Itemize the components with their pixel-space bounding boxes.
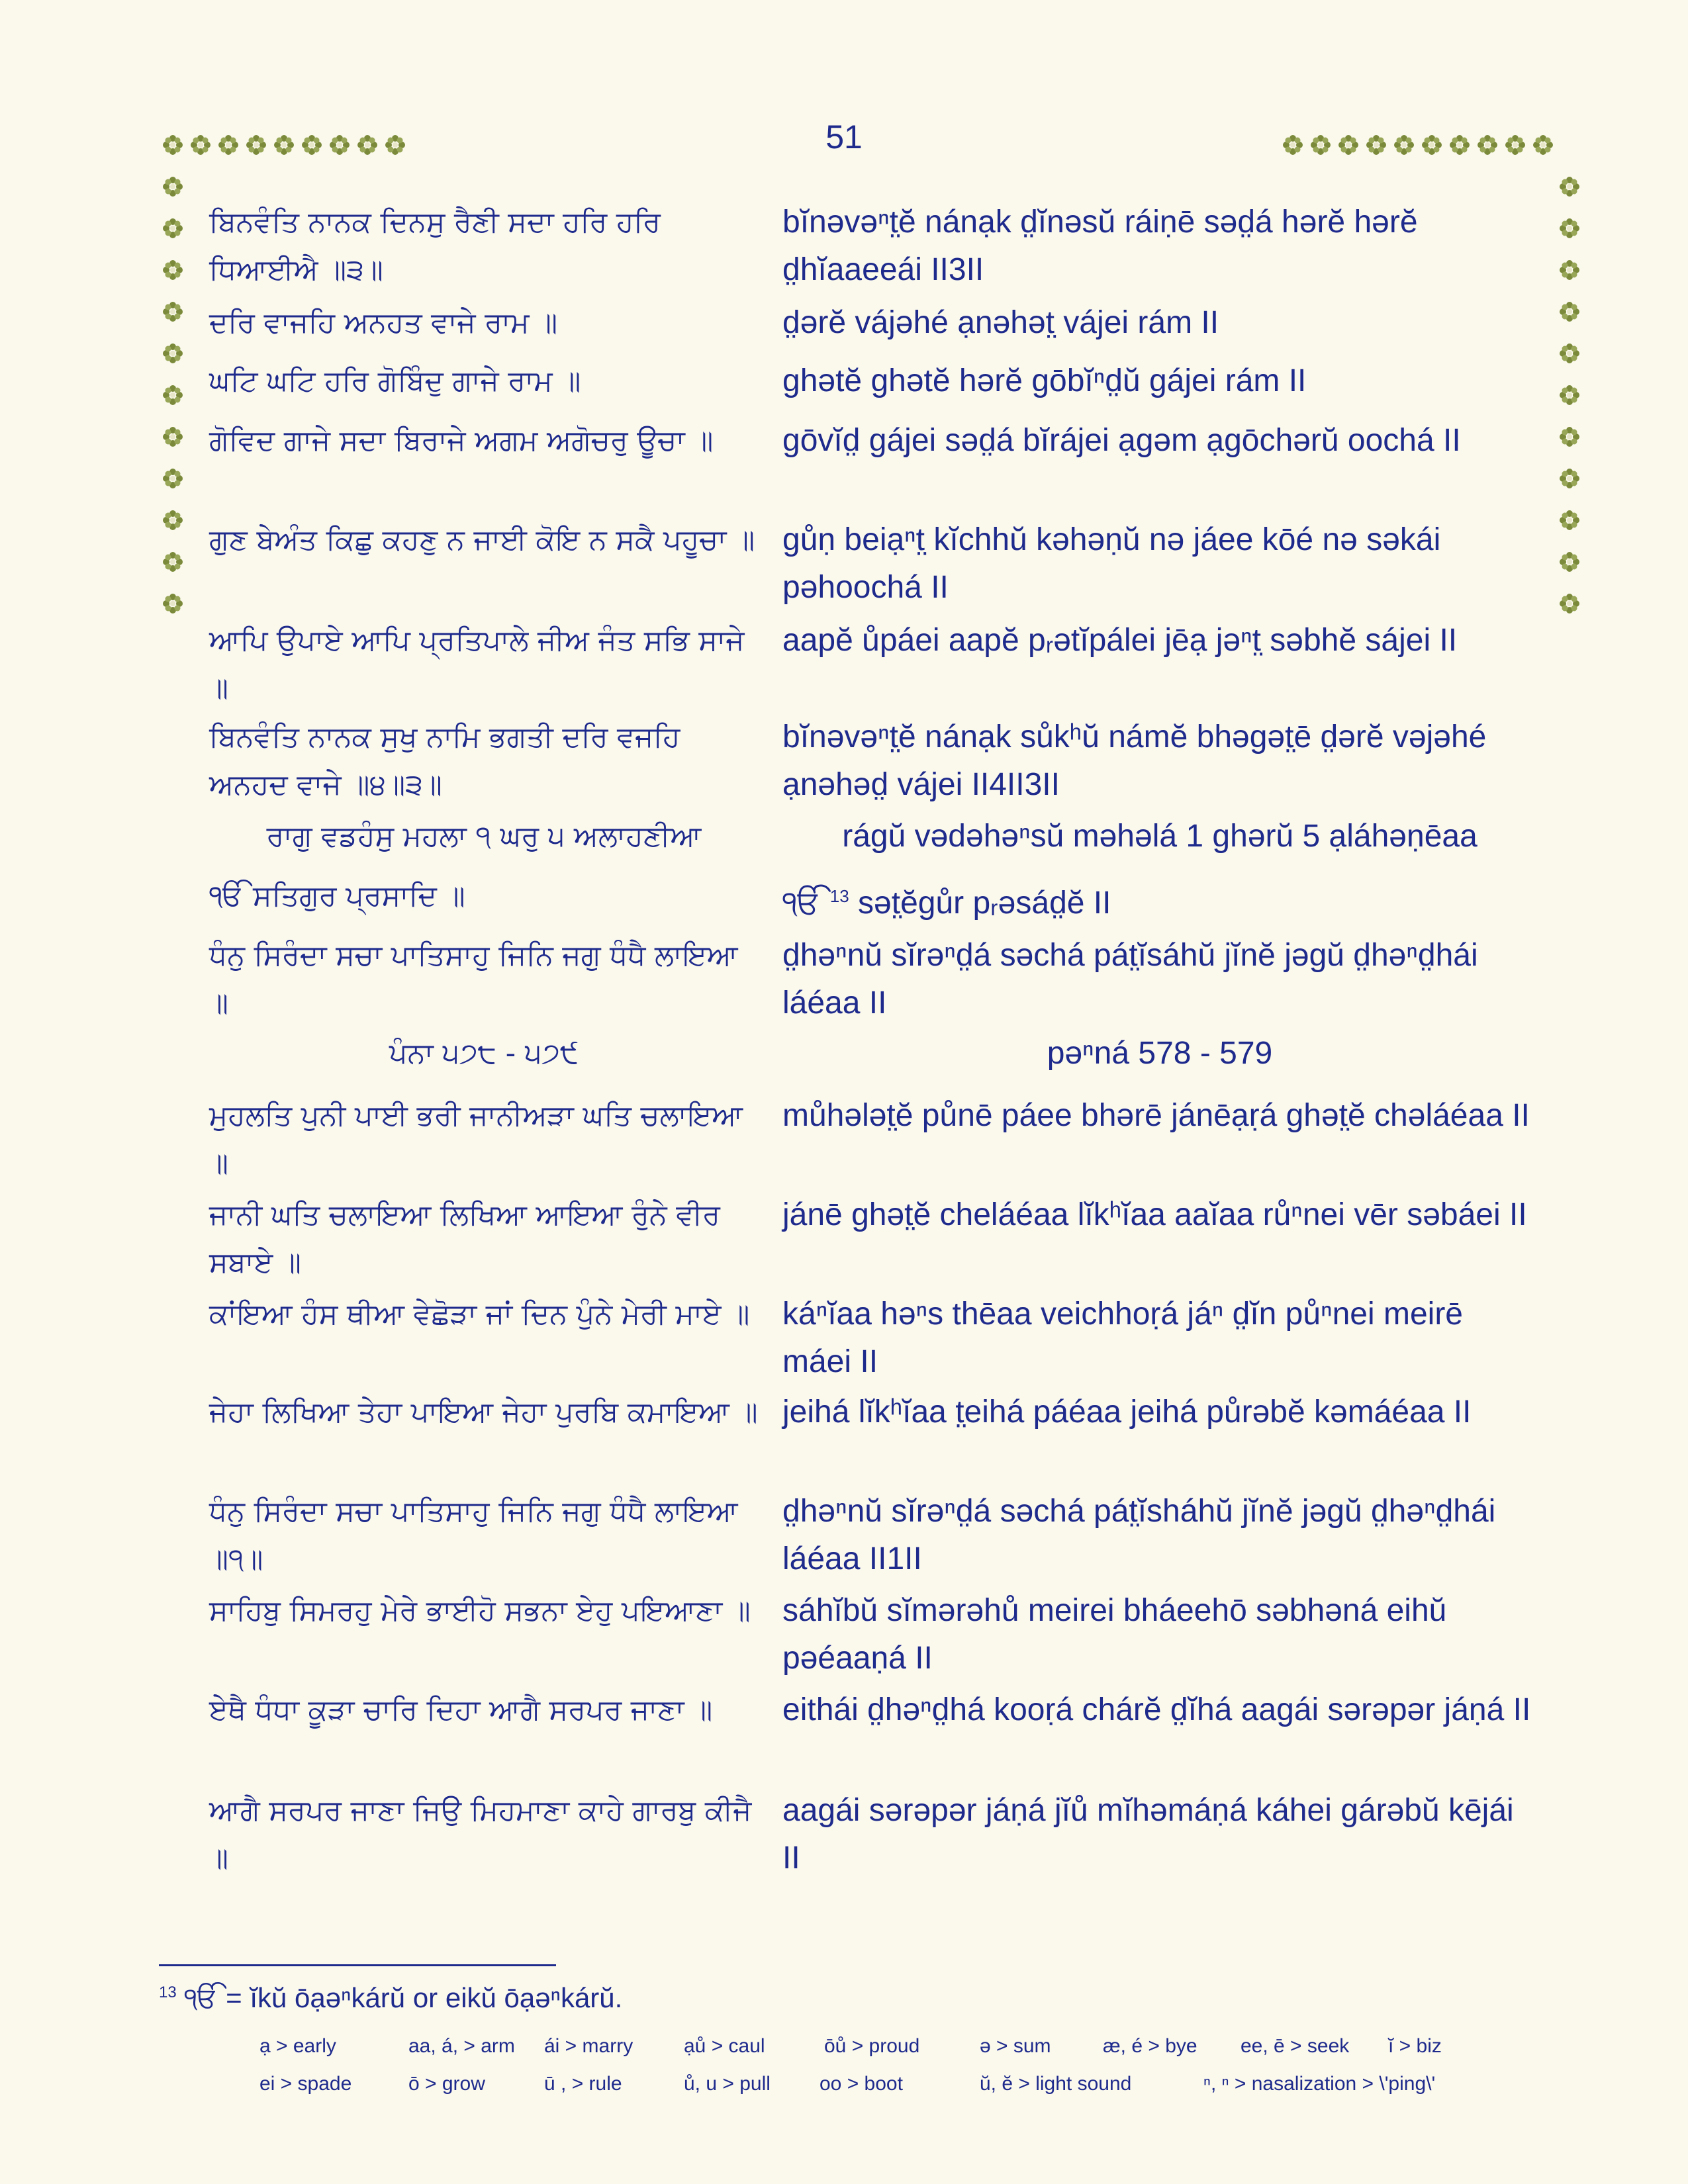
transliteration-line: aapĕ ůpáei aapĕ pᵣətĭpálei jēạ jəⁿt̤ səbhĕ sájei II [782,623,1458,658]
transliteration-line: d̤ərĕ vájəhé ạnəhət̤ vájei rám II [782,305,1219,340]
transliteration-line: bĭnəvəⁿt̤ĕ nánạk d̤ĭnəsŭ ráiṇē səd̤á hərĕ hərĕ d̤hĭaaeeái II3II [782,205,1418,287]
gurmukhi-line: ਸਾਹਿਬੁ ਸਿਮਰਹੁ ਮੇਰੇ ਭਾਈਹੋ ਸਭਨਾ ਏਹੁ ਪਇਆਣਾ ॥ [209,1594,751,1627]
page-range-gurmukhi: ਪੰਨਾ ੫੭੮ - ੫੭੯ [389,1037,579,1070]
gurmukhi-line: ਬਿਨਵੰਤਿ ਨਾਨਕ ਸੁਖੁ ਨਾਮਿ ਭਗਤੀ ਦਰਿ ਵਜਹਿ ਅਨਹਦ ਵਾਜੇ ॥੪॥੩॥ [209,721,680,801]
gurmukhi-line: ਗੁਣ ਬੇਅੰਤ ਕਿਛੁ ਕਹਣੁ ਨ ਜਾਈ ਕੋਇ ਨ ਸਕੈ ਪਹੂਚਾ ॥ [209,523,755,557]
gurmukhi-line: ਧੰਨੁ ਸਿਰੰਦਾ ਸਚਾ ਪਾਤਿਸਾਹੁ ਜਿਨਿ ਜਗੁ ਧੰਧੈ ਲਾਇਆ ॥ [209,939,738,1020]
gurmukhi-line: ਏਥੈ ਧੰਧਾ ਕੂੜਾ ਚਾਰਿ ਦਿਹਾ ਆਗੈ ਸਰਪਰ ਜਾਣਾ ॥ [209,1694,713,1727]
page-number: 51 [825,118,863,156]
pronunciation-key-item: ei > spade [259,2073,352,2095]
footnote-divider [159,1964,556,1966]
transliteration-line: gōvĭd̤ gájei səd̤á bĭrájei ạgəm ạgōchərŭ oochá II [782,423,1461,458]
transliteration-line: můhələt̤ĕ půnē páee bhərē jánēạṛá ghət̤ĕ chəláéaa II [782,1098,1530,1133]
pronunciation-key-item: ạ > early [259,2035,336,2057]
transliteration-line: d̤həⁿnŭ sĭrəⁿd̤á səchá pát̤ĭsháhŭ jĭnĕ jəgŭ d̤həⁿd̤hái láéaa II1II [782,1494,1496,1576]
transliteration-line: eithái d̤həⁿd̤há kooṛá chárĕ d̤ĭhá aagái sərəpər jáṇá II [782,1692,1531,1727]
transliteration-line: jánē ghət̤ĕ cheláéaa lĭkʰĭaa aaĭaa růⁿnei vēr səbáei II [782,1197,1527,1232]
pronunciation-key-item: ái > marry [544,2035,633,2057]
ik-onkar-symbol: ੴ [782,886,821,921]
transliteration-line: sáhĭbŭ sĭmərəhů meirei bháeehō səbhəná eihŭ pəéaaṇá II [782,1593,1447,1676]
footnote-reference[interactable]: 13 [829,886,849,906]
pronunciation-key-item: oo > boot [820,2073,903,2095]
gurmukhi-line: ਘਟਿ ਘਟਿ ਹਰਿ ਗੋਬਿੰਦੁ ਗਾਜੇ ਰਾਮ ॥ [209,365,581,398]
page-range-translit: pəⁿná 578 - 579 [1047,1036,1273,1071]
section-heading-translit: rágŭ vədəhəⁿsŭ məhəlá 1 ghərŭ 5 ạláhəṇēaa [842,819,1477,854]
pronunciation-key-item: ōů > proud [824,2035,920,2057]
transliteration-line: káⁿĭaa həⁿs thēaa veichhoṛá jáⁿ d̤ĭn půⁿnei meirē máei II [782,1297,1463,1379]
gurmukhi-line: ਜੇਹਾ ਲਿਖਿਆ ਤੇਹਾ ਪਾਇਆ ਜੇਹਾ ਪੁਰਬਿ ਕਮਾਇਆ ॥ [209,1396,758,1429]
gurmukhi-line: ਆਗੈ ਸਰਪਰ ਜਾਣਾ ਜਿਉ ਮਿਹਮਾਣਾ ਕਾਹੇ ਗਾਰਬੁ ਕੀਜੈ ॥ [209,1794,752,1875]
transliteration-line: jeihá lĭkʰĭaa t̤eihá páéaa jeihá půrəbĕ kəmáéaa II [782,1394,1472,1430]
footnote-text: ੴ = ĭkŭ ōạəⁿkárŭ or eikŭ ōạəⁿkárŭ. [184,1982,623,2013]
pronunciation-key-item: ĭ > biz [1388,2035,1442,2057]
pronunciation-key-item: ⁿ, ⁿ > nasalization > \'ping\' [1203,2073,1436,2095]
pronunciation-key-item: ə > sum [980,2035,1051,2057]
gurmukhi-line: ਮੁਹਲਤਿ ਪੁਨੀ ਪਾਈ ਭਰੀ ਜਾਨੀਅੜਾ ਘਤਿ ਚਲਾਇਆ ॥ [209,1099,743,1180]
gurmukhi-line: ਗੋਵਿਦ ਗਾਜੇ ਸਦਾ ਬਿਰਾਜੇ ਅਗਮ ਅਗੋਚਰੁ ਊਚਾ ॥ [209,424,714,457]
pronunciation-key-item: aa, á, > arm [408,2035,515,2057]
transliteration-line: gůṇ beiạⁿt̤ kĭchhŭ kəhəṇŭ nə jáee kōé nə səkái pəhoochá II [782,522,1441,605]
gurmukhi-line: ਧੰਨੁ ਸਿਰੰਦਾ ਸਚਾ ਪਾਤਿਸਾਹੁ ਜਿਨਿ ਜਗੁ ਧੰਧੈ ਲਾਇਆ ॥੧॥ [209,1495,738,1576]
pronunciation-key-item: æ, é > bye [1103,2035,1197,2057]
pronunciation-key-item: ů, u > pull [684,2073,771,2095]
transliteration-line: aagái sərəpər jáṇá jĭů mĭhəmáṇá káhei gárəbŭ kējái II [782,1793,1514,1876]
transliteration-line: ghətĕ ghətĕ hərĕ gōbĭⁿd̤ŭ gájei rám II [782,363,1307,398]
transliteration-line [782,872,1537,927]
pronunciation-key-item: ū , > rule [544,2073,622,2095]
pronunciation-key-item: ō > grow [408,2073,485,2095]
transliteration-line: d̤həⁿnŭ sĭrəⁿd̤á səchá pát̤ĭsáhŭ jĭnĕ jəgŭ d̤həⁿd̤hái láéaa II [782,938,1478,1021]
footnote [159,1982,622,2015]
gurmukhi-line: ਜਾਨੀ ਘਤਿ ਚਲਾਇਆ ਲਿਖਿਆ ਆਇਆ ਰੁੰਨੇ ਵੀਰ ਸਬਾਏ ॥ [209,1199,720,1279]
section-heading-gurmukhi: ਰਾਗੁ ਵਡਹੰਸੁ ਮਹਲਾ ੧ ਘਰੁ ੫ ਅਲਾਹਣੀਆ [266,820,702,853]
pronunciation-key-item: ee, ē > seek [1241,2035,1350,2057]
gurmukhi-line: ਕਾਂਇਆ ਹੰਸ ਥੀਆ ਵੇਛੋੜਾ ਜਾਂ ਦਿਨ ਪੁੰਨੇ ਮੇਰੀ ਮਾਏ ॥ [209,1298,750,1331]
transliteration-text: sət̤ĕgůr pᵣəsád̤ĕ II [858,886,1111,921]
transliteration-line: bĭnəvəⁿt̤ĕ nánạk sůkʰŭ námĕ bhəgət̤ē d̤ərĕ vəjəhé ạnəhəd̤ vájei II4II3II [782,719,1487,802]
gurmukhi-line: ਆਪਿ ਉਪਾਏ ਆਪਿ ਪ੍ਰਤਿਪਾਲੇ ਜੀਅ ਜੰਤ ਸਭਿ ਸਾਜੇ ॥ [209,624,745,705]
pronunciation-key-item: ŭ, ĕ > light sound [980,2073,1132,2095]
footnote-number: 13 [159,1983,177,2001]
gurmukhi-line: ੴ ਸਤਿਗੁਰ ਪ੍ਰਸਾਦਿ ॥ [209,880,465,913]
pronunciation-key-item: ạů > caul [684,2035,765,2057]
gurmukhi-line: ਬਿਨਵੰਤਿ ਨਾਨਕ ਦਿਨਸੁ ਰੈਣੀ ਸਦਾ ਹਰਿ ਹਰਿ ਧਿਆਈਐ ॥੩॥ [209,206,661,287]
gurmukhi-line: ਦਰਿ ਵਾਜਹਿ ਅਨਹਤ ਵਾਜੇ ਰਾਮ ॥ [209,306,558,340]
